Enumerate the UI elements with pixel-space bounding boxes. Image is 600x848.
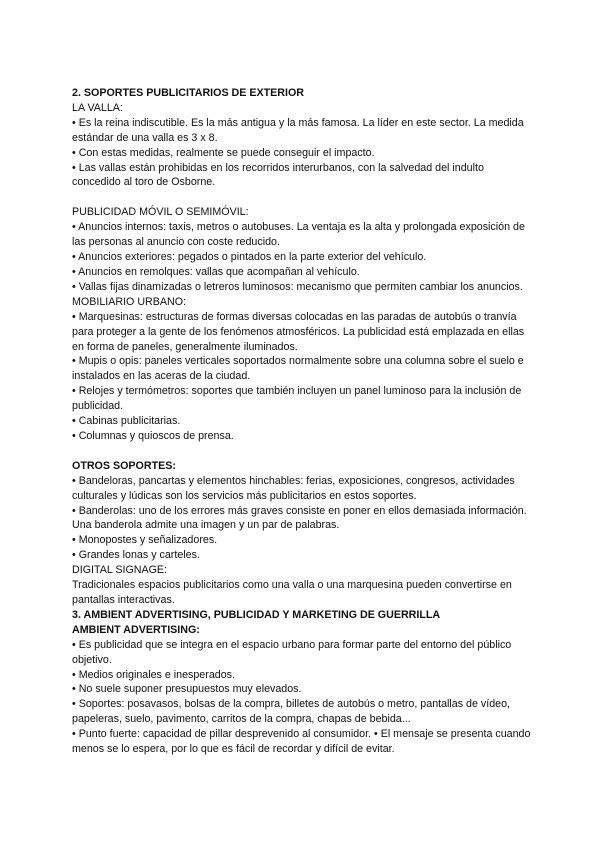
bullet-item: • Grandes lonas y carteles. [72,549,200,562]
bullet-item: • Vallas fijas dinamizadas o letreros luminosos: mecanismo que permiten cambiar los anuncios. [72,280,523,293]
subheading-mobiliario-urbano: MOBILIARIO URBANO: [72,295,187,308]
bullet-item: • Anuncios en remolques: vallas que acompañan al vehículo. [72,265,360,278]
bullet-item: • Monopostes y señalizadores. [72,534,218,547]
bullet-item: • Punto fuerte: capacidad de pillar desprevenido al consumidor. • El mensaje se presenta cuando menos se lo espera, por lo que es fácil de recordar y difícil de evitar. [72,728,531,756]
subheading-la-valla: LA VALLA: [72,101,123,114]
bullet-item: • Bandeloras, pancartas y elementos hinchables: ferias, exposiciones, congresos, actividades culturales y lúdicas son los servicios más publicitarios en estos soportes. [72,474,515,502]
subheading-ambient-advertising: AMBIENT ADVERTISING: [72,623,200,636]
bullet-item: • Es publicidad que se integra en el espacio urbano para formar parte del entorno del público objetivo. [72,638,512,666]
document-body [72,86,532,757]
bullet-item: • Mupis o opis: paneles verticales soportados normalmente sobre una columna sobre el suelo e instalados en las aceras de la ciudad. [72,355,524,383]
subheading-digital-signage: DIGITAL SIGNAGE: [72,564,168,577]
bullet-item: • Columnas y quioscos de prensa. [72,429,234,442]
bullet-item: • Soportes: posavasos, bolsas de la compra, billetes de autobús o metro, pantallas de vídeo, papeleras, suelo, pavimento, carritos de la compra, chapas de bebida... [72,698,511,726]
section-heading-otros-soportes: OTROS SOPORTES: [72,459,176,472]
bullet-item: • Anuncios internos: taxis, metros o autobuses. La ventaja es la alta y prolongada exposición de las personas al anuncio con coste reducido. [72,221,525,249]
bullet-item: • Con estas medidas, realmente se puede conseguir el impacto. [72,146,375,159]
paragraph: Tradicionales espacios publicitarios como una valla o una marquesina pueden convertirse en pantallas interactivas. [72,579,512,606]
spacer [72,444,532,459]
bullet-item: • Relojes y termómetros: soportes que también incluyen un panel luminoso para la inclusión de publicidad. [72,385,522,413]
bullet-item: • Anuncios exteriores: pegados o pintados en la parte exterior del vehículo. [72,251,427,264]
section-heading-exterior: 2. SOPORTES PUBLICITARIOS DE EXTERIOR [72,87,304,99]
section-heading-ambient: 3. AMBIENT ADVERTISING, PUBLICIDAD Y MARKETING DE GUERRILLA [72,608,441,621]
spacer [72,190,532,205]
bullet-item: • Banderolas: uno de los errores más graves consiste en poner en ellos demasiada información. Una banderola admite una imagen y un par de palabras. [72,504,527,532]
bullet-item: • Las vallas están prohibidas en los recorridos interurbanos, con la salvedad del indulto concedido al toro de Osborne. [72,161,484,189]
bullet-item: • Marquesinas: estructuras de formas diversas colocadas en las paradas de autobús o tranvía para proteger a la gente de los fenómenos atmosféricos. La publicidad está emplazada en ellas en forma de paneles, generalmente iluminados. [72,310,525,353]
subheading-publicidad-movil: PUBLICIDAD MÓVIL O SEMIMÓVIL: [72,206,249,219]
bullet-item: • Medios originales e inesperados. [72,668,235,681]
bullet-item: • No suele suponer presupuestos muy elevados. [72,683,302,696]
bullet-item: • Cabinas publicitarias. [72,415,181,428]
bullet-item: • Es la reina indiscutible. Es la más antigua y la más famosa. La líder en este sector. La medida estándar de una valla es 3 x 8. [72,116,524,144]
